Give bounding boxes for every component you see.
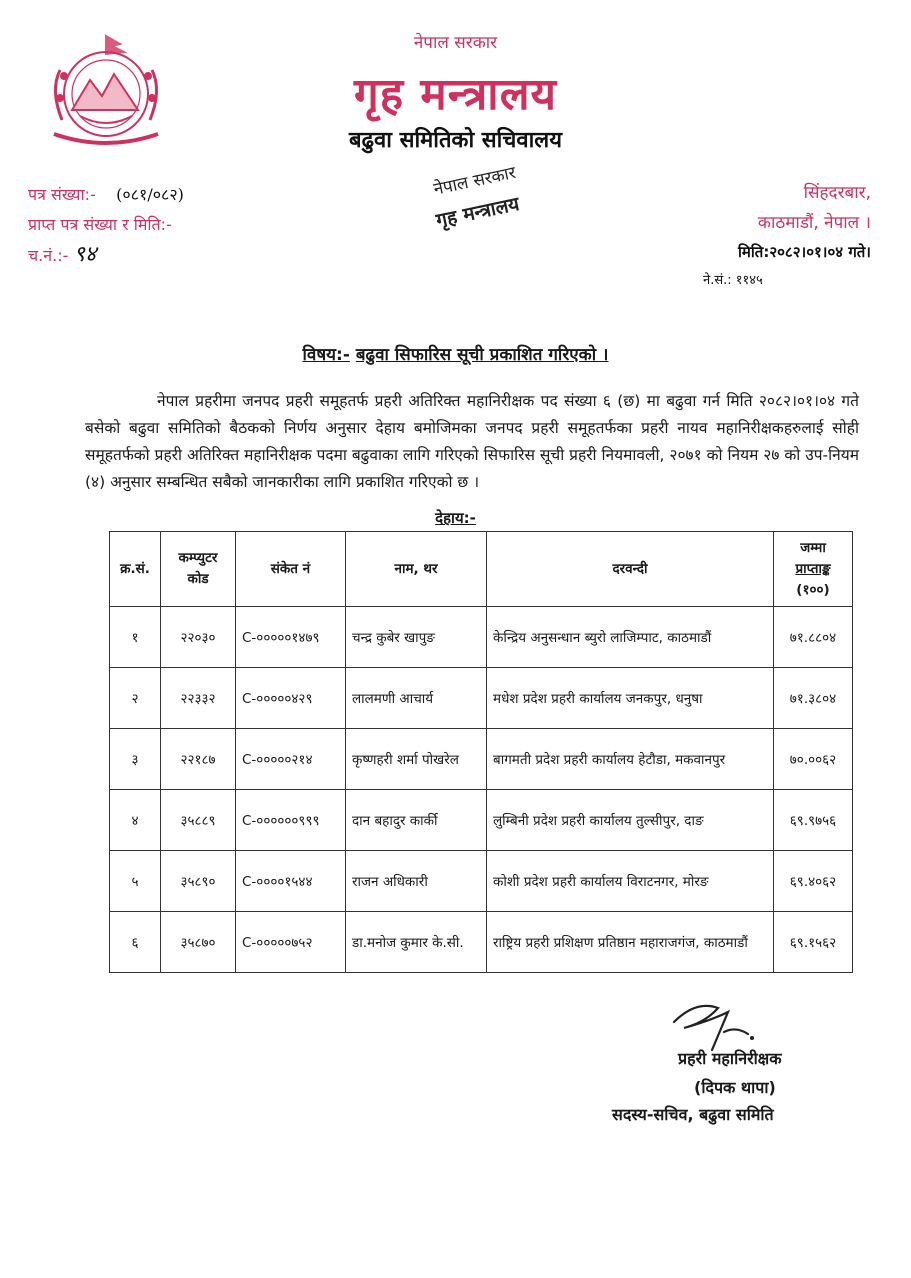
stamp-line-1: नेपाल सरकार	[431, 162, 518, 200]
cell-code: २२०३०	[161, 607, 236, 668]
government-name: नेपाल सरकार	[413, 33, 498, 53]
cell-office: राष्ट्रिय प्रहरी प्रशिक्षण प्रतिष्ठान महाराजगंज, काठमाडौं	[487, 912, 774, 973]
recommendation-table	[109, 531, 853, 973]
nepal-samvat: ने.सं.: ११४५	[703, 273, 763, 288]
dispatch-value: ९४	[73, 242, 97, 267]
cell-score: ६९.४०६२	[774, 851, 853, 912]
body-paragraph: नेपाल प्रहरीमा जनपद प्रहरी समूहतर्फ प्रहरी अतिरिक्त महानिरीक्षक पद संख्या ६ (छ) मा बढुवा गर्न मिति २०८२।०१।०४ गते बसेको बढुवा समितिको बैठकको निर्णय अनुसार देहाय बमोजिमका जनपद प्रहरी समूहतर्फका प्रहरी नायव महानिरीक्षकहरुलाई सोही समूहतर्फको प्रहरी अतिरिक्त महानिरीक्षक पदमा बढुवाका लागि गरिएको सिफारिस सूची प्रहरी नियमावली, २०७१ को नियम २७ को उप-नियम (४) अनुसार सम्बन्धित सबैको जानकारीका लागि प्रकाशित गरिएको छ ।	[85, 392, 859, 491]
signatory-name: (दिपक थापा)	[694, 1078, 776, 1097]
letter-reference	[28, 180, 184, 271]
letter-no-value: (०८१/०८२)	[116, 185, 184, 204]
header-code	[161, 532, 236, 607]
header-name: नाम, थर	[346, 532, 487, 607]
table-row	[110, 912, 853, 973]
cell-sn: ६	[110, 912, 161, 973]
table-row	[110, 668, 853, 729]
cell-name: राजन अधिकारी	[346, 851, 487, 912]
header-score	[774, 532, 853, 607]
cell-name: डा.मनोज कुमार के.सी.	[346, 912, 487, 973]
cell-sn: ४	[110, 790, 161, 851]
ministry-name: गृह मन्त्रालय	[353, 69, 558, 120]
table-row	[110, 851, 853, 912]
letter-no-label: पत्र संख्या:-	[28, 185, 96, 204]
address-line-1: सिंहदरबार,	[803, 183, 871, 203]
table-header-row	[110, 532, 853, 607]
header-office: दरवन्दी	[487, 532, 774, 607]
header-code-line1: कम्प्युटर	[178, 550, 218, 566]
office-stamp	[408, 150, 548, 240]
subject-text: बढुवा सिफारिस सूची प्रकाशित गरिएको ।	[355, 345, 609, 365]
cell-name: चन्द्र कुबेर खापुङ	[346, 607, 487, 668]
header-code-line2: कोड	[187, 571, 209, 587]
cell-symbol: C-००००००९९९	[236, 790, 346, 851]
cell-code: २२३३२	[161, 668, 236, 729]
table-row	[110, 607, 853, 668]
office-address	[758, 178, 871, 238]
cell-name: दान बहादुर कार्की	[346, 790, 487, 851]
header-score-line1: जम्मा	[800, 539, 826, 556]
signatory-title: प्रहरी महानिरीक्षक	[678, 1049, 782, 1068]
cell-office: लुम्बिनी प्रदेश प्रहरी कार्यालय तुल्सीपुर, दाङ	[487, 790, 774, 851]
dispatch-label: च.नं.:-	[28, 246, 69, 265]
cell-office: बागमती प्रदेश प्रहरी कार्यालय हेटौडा, मकवानपुर	[487, 729, 774, 790]
cell-score: ७१.३८०४	[774, 668, 853, 729]
table-row	[110, 729, 853, 790]
cell-office: केन्द्रिय अनुसन्धान ब्युरो लाजिम्पाट, काठमाडौं	[487, 607, 774, 668]
cell-symbol: C-०००००४२९	[236, 668, 346, 729]
cell-code: ३५८८९	[161, 790, 236, 851]
cell-symbol: C-००००१५४४	[236, 851, 346, 912]
stamp-line-2: गृह मन्त्रालय	[434, 192, 522, 232]
letter-date: मिति:२०८२।०१।०४ गते।	[738, 243, 871, 261]
header-score-line2: प्राप्ताङ्क	[795, 560, 831, 577]
cell-score: ७०.००६२	[774, 729, 853, 790]
list-heading: देहाय:-	[435, 509, 476, 527]
cell-sn: १	[110, 607, 161, 668]
signatory-role: सदस्य-सचिव, बढुवा समिति	[612, 1105, 774, 1124]
cell-sn: ३	[110, 729, 161, 790]
cell-sn: २	[110, 668, 161, 729]
cell-score: ६९.१५६२	[774, 912, 853, 973]
header-symbol: संकेत नं	[236, 532, 346, 607]
cell-symbol: C-०००००१४७९	[236, 607, 346, 668]
subject-label: विषय:-	[302, 345, 350, 365]
cell-office: कोशी प्रदेश प्रहरी कार्यालय विराटनगर, मोरङ	[487, 851, 774, 912]
cell-code: २२१८७	[161, 729, 236, 790]
signature-mark	[666, 992, 766, 1052]
cell-office: मधेश प्रदेश प्रहरी कार्यालय जनकपुर, धनुषा	[487, 668, 774, 729]
cell-name: लालमणी आचार्य	[346, 668, 487, 729]
subject-line	[0, 342, 911, 365]
table-row	[110, 790, 853, 851]
cell-symbol: C-०००००७५२	[236, 912, 346, 973]
received-label: प्राप्त पत्र संख्या र मिति:-	[28, 215, 172, 234]
cell-symbol: C-०००००२१४	[236, 729, 346, 790]
header-sn: क्र.सं.	[110, 532, 161, 607]
cell-score: ७१.८८०४	[774, 607, 853, 668]
cell-code: ३५८९०	[161, 851, 236, 912]
secretariat-name: बढुवा समितिको सचिवालय	[349, 128, 562, 153]
header-score-line3: (१००)	[796, 581, 830, 598]
cell-score: ६९.९७५६	[774, 790, 853, 851]
cell-sn: ५	[110, 851, 161, 912]
address-line-2: काठमाडौं, नेपाल ।	[757, 213, 871, 233]
cell-code: ३५८७०	[161, 912, 236, 973]
cell-name: कृष्णहरी शर्मा पोखरेल	[346, 729, 487, 790]
